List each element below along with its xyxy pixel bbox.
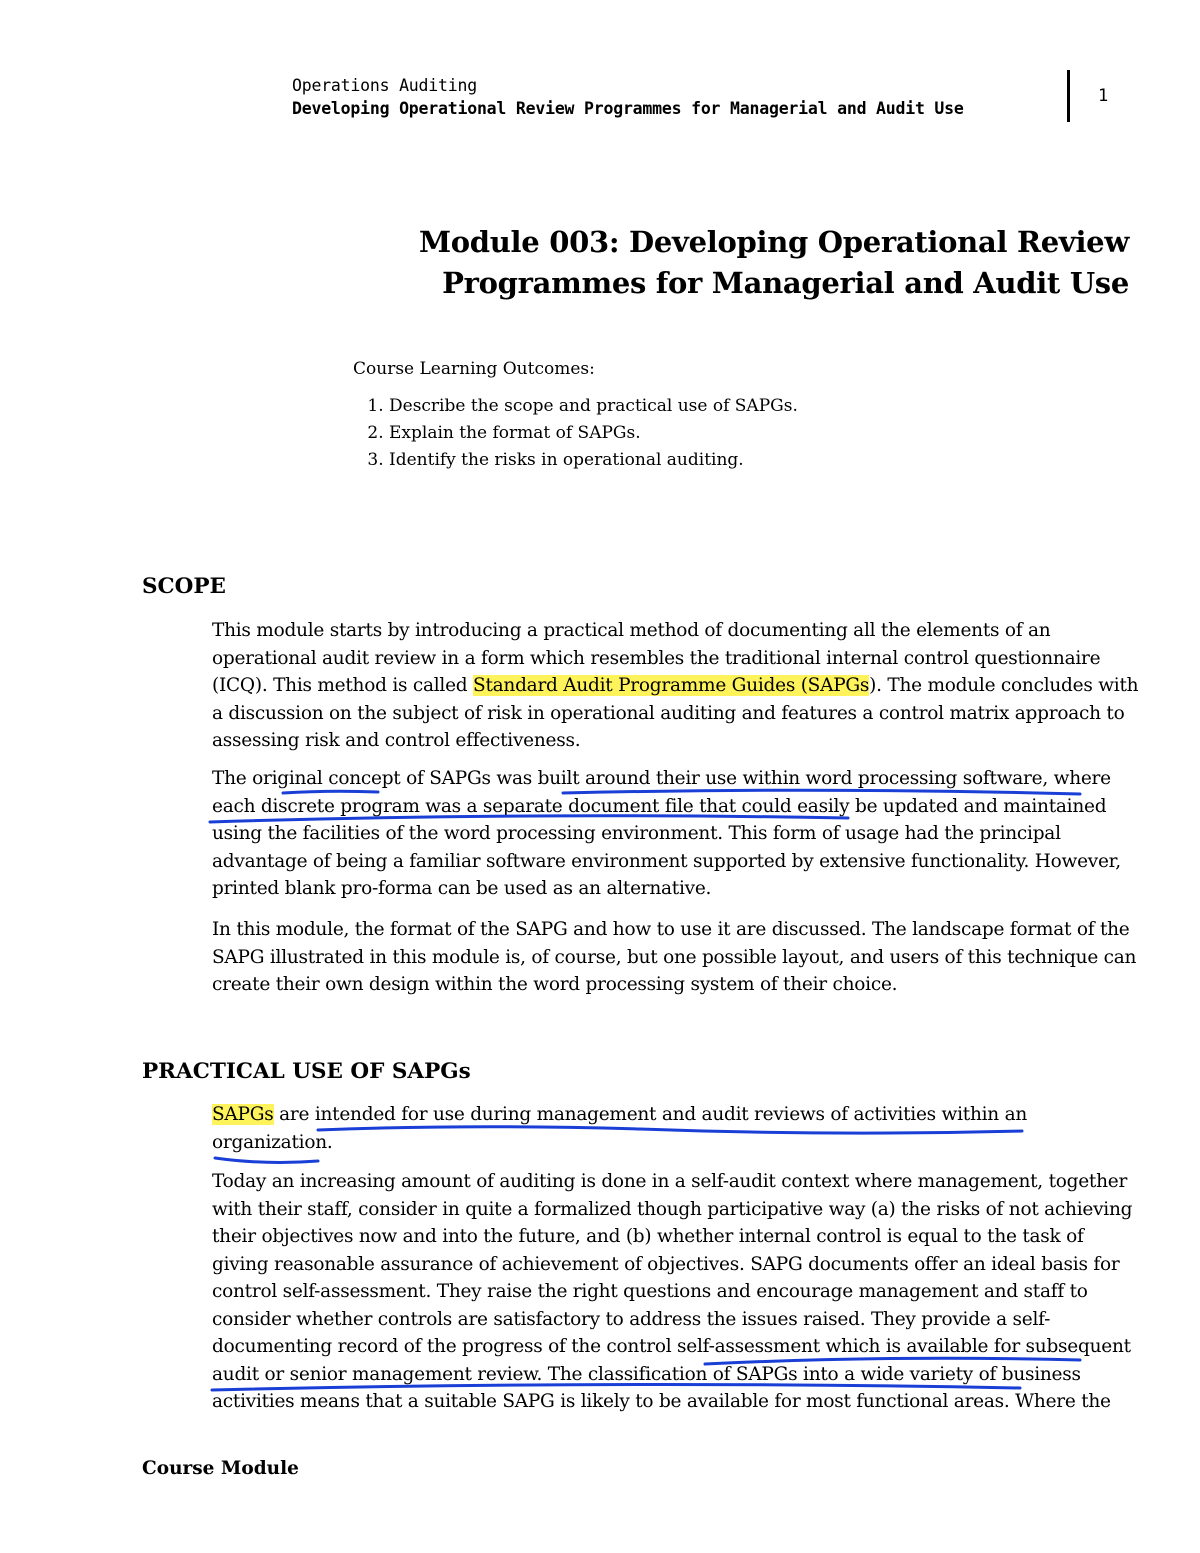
module-title-line-2: Programmes for Managerial and Audit Use xyxy=(442,266,1129,300)
header-divider xyxy=(1067,70,1070,122)
practical-p1-text: are intended for use during management and audit reviews of activities within an organization. xyxy=(212,1104,1028,1153)
practical-paragraph-2: Today an increasing amount of auditing is done in a self-audit context where management, together with their staff, consider in quite a formalized though participative way (a) the risks of not achieving their objectives now and into the future, and (b) whether internal control is equal to the task of giving reasonable assurance of achievement of objectives. SAPG documents offer an ideal basis for control self-assessment. They raise the right questions and encourage management and staff to consider whether controls are satisfactory to address the issues raised. They provide a self-documenting record of the progress of the control self-assessment which is available for subsequent audit or senior management review. The classification of SAPGs into a wide variety of business activities means that a suitable SAPG is likely to be available for most functional areas. Where the xyxy=(212,1171,1133,1412)
scope-p1-text-b: ). The module concludes with a discussion on the subject of risk in operational auditing and features a control matrix approach to assessing risk and control effectiveness. xyxy=(212,675,1139,751)
sapg-highlight: Standard Audit Programme Guides (SAPGs xyxy=(473,675,870,696)
scope-paragraph-1 xyxy=(212,617,1142,755)
page-number: 1 xyxy=(1098,86,1109,106)
footer-label: Course Module xyxy=(142,1458,299,1479)
learning-outcomes-label: Course Learning Outcomes: xyxy=(353,359,595,379)
header-course-name: Operations Auditing xyxy=(292,76,477,95)
scope-p1-text-a: This module starts by introducing a practical method of documenting all the elements of an operational audit review in a form which resembles the traditional internal control questionnaire (ICQ). This method is called xyxy=(212,620,1101,696)
running-header xyxy=(292,74,964,120)
module-title-line-1: Module 003: Developing Operational Review xyxy=(418,225,1129,259)
practical-use-heading: PRACTICAL USE OF SAPGs xyxy=(142,1059,471,1084)
learning-outcomes-list xyxy=(353,393,798,474)
module-title xyxy=(419,222,1129,304)
header-module-name: Developing Operational Review Programmes for Managerial and Audit Use xyxy=(292,99,964,118)
practical-paragraph-1 xyxy=(212,1101,1142,1156)
ink-underline xyxy=(215,1158,318,1162)
scope-paragraph-3: In this module, the format of the SAPG and how to use it are discussed. The landscape format of the SAPG illustrated in this module is, of course, but one possible layout, and users of this technique can create their own design within the word processing system of their choice. xyxy=(212,919,1137,995)
scope-heading: SCOPE xyxy=(142,574,226,599)
learning-outcome-item: 3. Identify the risks in operational auditing. xyxy=(389,447,798,474)
sapgs-highlight: SAPGs xyxy=(212,1104,274,1125)
learning-outcome-item: 2. Explain the format of SAPGs. xyxy=(389,420,798,447)
learning-outcome-item: 1. Describe the scope and practical use of SAPGs. xyxy=(389,393,798,420)
learning-outcomes xyxy=(353,356,798,474)
scope-paragraph-2: The original concept of SAPGs was built around their use within word processing software, where each discrete program was a separate document file that could easily be updated and maintained using the facilities of the word processing environment. This form of usage had the principal advantage of being a familiar software environment supported by extensive functionality. However, printed blank pro-forma can be used as an alternative. xyxy=(212,768,1121,899)
